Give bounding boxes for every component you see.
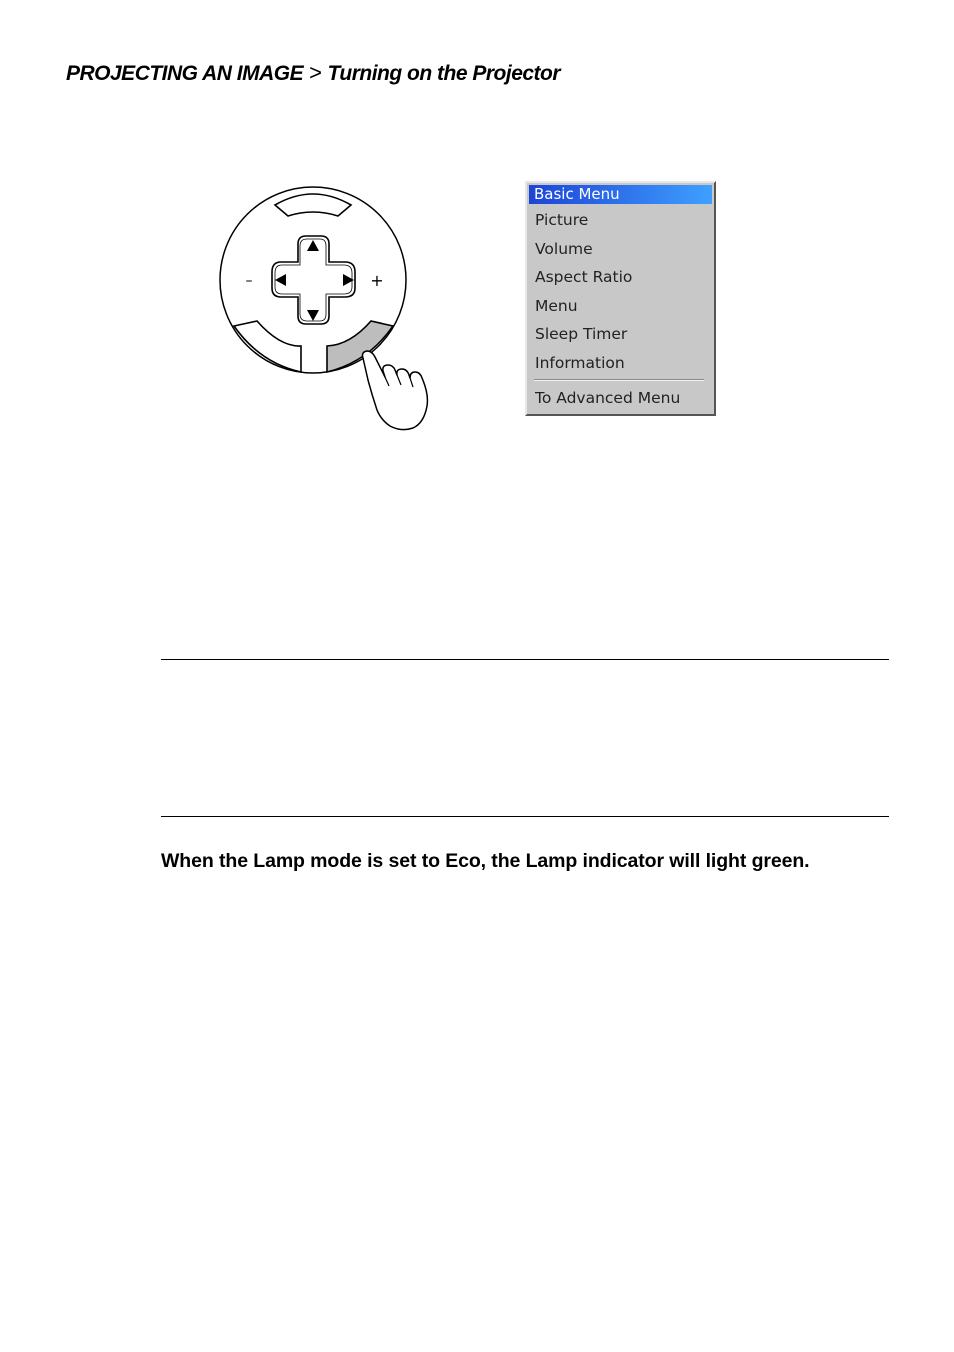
- page-header: [66, 60, 560, 86]
- note-rule-top: [161, 659, 889, 660]
- menu-item-menu[interactable]: Menu: [535, 296, 578, 315]
- menu-item-volume[interactable]: Volume: [535, 239, 593, 258]
- plus-label: +: [370, 271, 384, 290]
- menu-item-advanced-menu[interactable]: To Advanced Menu: [535, 389, 681, 407]
- menu-divider: [534, 379, 704, 381]
- pointing-hand-icon: [363, 351, 428, 430]
- menu-item-list: [535, 206, 632, 378]
- menu-item-picture[interactable]: Picture: [535, 211, 589, 229]
- menu-title[interactable]: Basic Menu: [529, 185, 712, 204]
- menu-item-information[interactable]: Information: [535, 353, 625, 372]
- section-title: PROJECTING AN IMAGE: [66, 62, 304, 85]
- note-rule-bottom: [161, 816, 889, 817]
- control-pad-illustration: [205, 180, 445, 440]
- breadcrumb-separator: >: [309, 60, 322, 85]
- basic-menu-osd: [525, 181, 716, 416]
- lamp-eco-note: When the Lamp mode is set to Eco, the Lamp indicator will light green.: [161, 850, 810, 872]
- menu-item-aspect-ratio[interactable]: Aspect Ratio: [535, 268, 633, 287]
- menu-item-sleep-timer[interactable]: Sleep Timer: [535, 325, 628, 344]
- subsection-title: Turning on the Projector: [327, 62, 561, 85]
- minus-label: –: [245, 273, 253, 289]
